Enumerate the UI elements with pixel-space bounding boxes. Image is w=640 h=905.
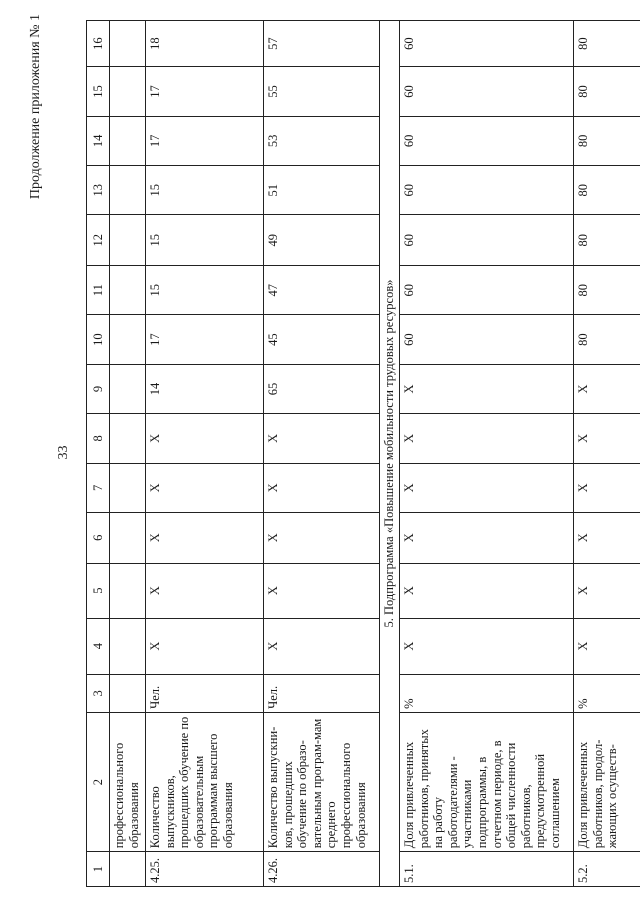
value-cell: Х: [146, 414, 264, 463]
header-cell: 2: [87, 712, 110, 851]
value-cell: Х: [264, 414, 380, 463]
value-cell: Х: [400, 513, 574, 564]
header-cell: 6: [87, 513, 110, 564]
value-cell: 45: [264, 315, 380, 364]
value-cell: 15: [146, 265, 264, 314]
value-cell: Х: [146, 563, 264, 618]
value-cell: Х: [400, 414, 574, 463]
indicators-table: [86, 20, 640, 887]
value-cell: Х: [574, 563, 640, 618]
value-cell: [110, 315, 146, 364]
value-cell: 47: [264, 265, 380, 314]
value-cell: [110, 215, 146, 266]
value-cell: Х: [400, 563, 574, 618]
row-name: профессионального образования: [110, 712, 146, 851]
value-cell: Х: [574, 618, 640, 674]
header-cell: 9: [87, 364, 110, 413]
value-cell: 60: [400, 315, 574, 364]
value-cell: Х: [574, 513, 640, 564]
value-cell: 17: [146, 116, 264, 165]
row-name: Доля привлеченных работников, принятых на работу работодателями - участниками подпрограммы, в отчетном периоде, в общей численности работников, предусмотренной соглашением: [400, 712, 574, 851]
row-id: 5.2.: [574, 852, 640, 887]
value-cell: [110, 618, 146, 674]
section-title: 5. Подпрограмма «Повышение мобильности трудовых ресурсов»: [380, 21, 400, 887]
value-cell: Х: [574, 414, 640, 463]
value-cell: Х: [146, 513, 264, 564]
row-name: Количество выпускников, прошедших обучение по образовательным программам высшего образования: [146, 712, 264, 851]
value-cell: Х: [400, 364, 574, 413]
row-unit: [110, 674, 146, 712]
row-name: Количество выпускни-ков, прошедших обучение по образо-вательным програм-мам среднего профессионального образования: [264, 712, 380, 851]
value-cell: 80: [574, 315, 640, 364]
row-id: 4.25.: [146, 852, 264, 887]
appendix-header: Продолжение приложения № 1: [28, 14, 43, 200]
header-cell: 11: [87, 265, 110, 314]
value-cell: 60: [400, 116, 574, 165]
row-id: 4.26.: [264, 852, 380, 887]
value-cell: 17: [146, 315, 264, 364]
value-cell: 55: [264, 67, 380, 116]
value-cell: [110, 513, 146, 564]
row-name: Доля привлеченных работников, продол-жающих осуществ-: [574, 712, 640, 851]
value-cell: [110, 21, 146, 67]
value-cell: Х: [264, 463, 380, 512]
table-row: [264, 21, 380, 887]
row-unit: %: [400, 674, 574, 712]
section-row: [380, 21, 400, 887]
row-id: [110, 852, 146, 887]
value-cell: 80: [574, 215, 640, 266]
value-cell: 80: [574, 67, 640, 116]
value-cell: Х: [400, 618, 574, 674]
value-cell: 60: [400, 21, 574, 67]
value-cell: 60: [400, 67, 574, 116]
table-row: [146, 21, 264, 887]
value-cell: 18: [146, 21, 264, 67]
header-cell: 7: [87, 463, 110, 512]
header-cell: 15: [87, 67, 110, 116]
value-cell: [110, 67, 146, 116]
value-cell: Х: [146, 618, 264, 674]
value-cell: Х: [146, 463, 264, 512]
value-cell: Х: [574, 463, 640, 512]
value-cell: [110, 563, 146, 618]
value-cell: [110, 463, 146, 512]
table-row: [574, 21, 640, 887]
row-unit: Чел.: [264, 674, 380, 712]
table-row: [110, 21, 146, 887]
header-cell: 12: [87, 215, 110, 266]
header-cell: 4: [87, 618, 110, 674]
value-cell: 17: [146, 67, 264, 116]
table-row: [400, 21, 574, 887]
value-cell: 80: [574, 116, 640, 165]
header-cell: 8: [87, 414, 110, 463]
header-cell: 5: [87, 563, 110, 618]
value-cell: 57: [264, 21, 380, 67]
value-cell: 53: [264, 116, 380, 165]
value-cell: 14: [146, 364, 264, 413]
value-cell: 60: [400, 166, 574, 215]
value-cell: 65: [264, 364, 380, 413]
value-cell: 49: [264, 215, 380, 266]
row-id: 5.1.: [400, 852, 574, 887]
value-cell: [110, 265, 146, 314]
value-cell: 51: [264, 166, 380, 215]
value-cell: Х: [264, 513, 380, 564]
header-cell: 10: [87, 315, 110, 364]
row-unit: %: [574, 674, 640, 712]
value-cell: [110, 364, 146, 413]
value-cell: [110, 166, 146, 215]
header-cell: 3: [87, 674, 110, 712]
value-cell: Х: [264, 618, 380, 674]
row-unit: Чел.: [146, 674, 264, 712]
page-number: 33: [56, 445, 71, 460]
value-cell: [110, 116, 146, 165]
value-cell: 60: [400, 215, 574, 266]
value-cell: Х: [400, 463, 574, 512]
value-cell: [110, 414, 146, 463]
header-cell: 13: [87, 166, 110, 215]
header-cell: 1: [87, 852, 110, 887]
value-cell: 60: [400, 265, 574, 314]
value-cell: Х: [264, 563, 380, 618]
value-cell: 80: [574, 166, 640, 215]
value-cell: 80: [574, 265, 640, 314]
value-cell: 80: [574, 21, 640, 67]
value-cell: Х: [574, 364, 640, 413]
header-cell: 14: [87, 116, 110, 165]
value-cell: 15: [146, 166, 264, 215]
value-cell: 15: [146, 215, 264, 266]
header-cell: 16: [87, 21, 110, 67]
table-header-row: [87, 21, 110, 887]
